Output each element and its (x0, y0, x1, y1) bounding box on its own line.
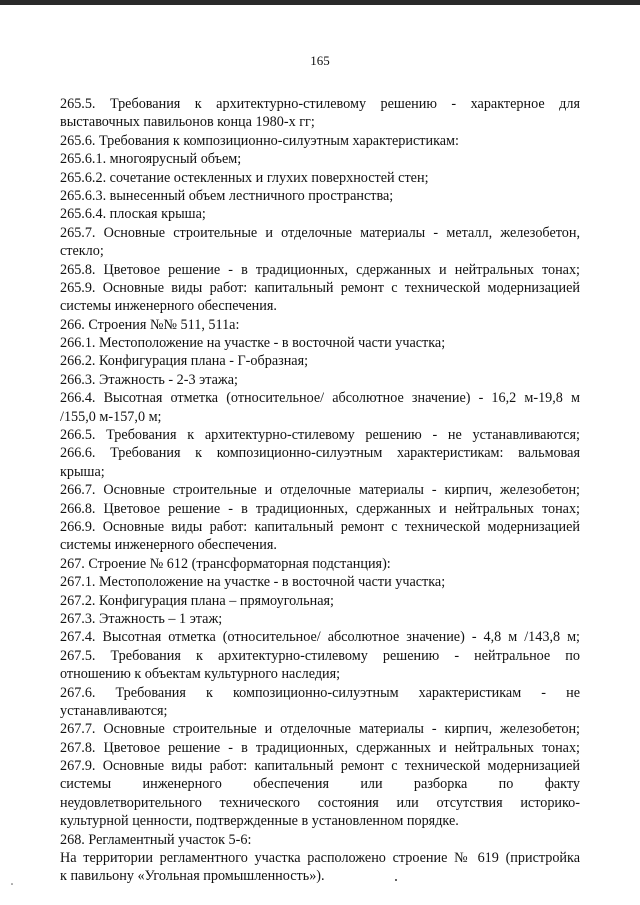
text-line: 266.6. Требования к композиционно-силуэтным характеристикам: вальмовая (60, 445, 580, 462)
text-line: 267. Строение № 612 (трансформаторная подстанция): (60, 555, 391, 572)
text-line: системы инженерного обеспечения. (60, 298, 277, 315)
text-line: 267.8. Цветовое решение - в традиционных, сдержанных и нейтральных тонах; (60, 739, 580, 756)
text-line: неудовлетворительного технического состояния или отсутствия историко- (60, 794, 580, 811)
text-line: 265.8. Цветовое решение - в традиционных, сдержанных и нейтральных тонах; (60, 261, 580, 278)
text-line: 265.6.4. плоская крыша; (60, 206, 206, 223)
text-line: 265.5. Требования к архитектурно-стилевому решению - характерное для (60, 96, 580, 112)
text-line: 265.9. Основные виды работ: капитальный ремонт с технической модернизацией (60, 279, 580, 296)
page-number: 165 (310, 53, 330, 68)
text-line: 267.4. Высотная отметка (относительное/ абсолютное значение) - 4,8 м /143,8 м; (60, 629, 580, 646)
text-line: 267.7. Основные строительные и отделочные материалы - кирпич, железобетон; (60, 721, 580, 738)
text-line: выставочных павильонов конца 1980-х гг; (60, 114, 315, 131)
text-line: /155,0 м-157,0 м; (60, 408, 162, 425)
text-line: 266.4. Высотная отметка (относительное/ абсолютное значение) - 16,2 м-19,8 м (60, 390, 580, 407)
text-line: 265.6.2. сочетание остекленных и глухих поверхностей стен; (60, 169, 429, 186)
text-line: культурной ценности, подтвержденные в установленном порядке. (60, 813, 459, 830)
text-line: 268. Регламентный участок 5-6: (60, 831, 252, 848)
text-line: к павильону «Угольная промышленность»). (60, 868, 325, 885)
text-line: 266.5. Требования к архитектурно-стилевому решению - не устанавливаются; (60, 427, 580, 444)
text-line: 267.9. Основные виды работ: капитальный ремонт с технической модернизацией (60, 758, 580, 775)
scan-speck (11, 883, 13, 885)
text-line: 266.3. Этажность - 2-3 этажа; (60, 371, 238, 388)
text-line: системы инженерного обеспечения. (60, 537, 277, 554)
text-line: 265.7. Основные строительные и отделочные материалы - металл, железобетон, (60, 224, 580, 241)
text-line: устанавливаются; (60, 702, 168, 719)
text-line: 266.8. Цветовое решение - в традиционных, сдержанных и нейтральных тонах; (60, 500, 580, 517)
text-line: 266.2. Конфигурация плана - Г-образная; (60, 353, 309, 370)
text-line: системы инженерного обеспечения или разборка по факту (60, 776, 580, 793)
text-line: 265.6. Требования к композиционно-силуэтным характеристикам: (60, 132, 459, 149)
text-line: 265.6.1. многоярусный объем; (60, 151, 242, 168)
text-line: 266.7. Основные строительные и отделочные материалы - кирпич, железобетон; (60, 482, 580, 499)
text-line: 266.9. Основные виды работ: капитальный ремонт с технической модернизацией (60, 518, 580, 535)
text-line: отношению к объектам культурного наследия; (60, 666, 341, 683)
text-line: 266. Строения №№ 511, 511а: (60, 316, 240, 333)
text-line: 265.6.3. вынесенный объем лестничного пространства; (60, 187, 394, 204)
text-line: 266.1. Местоположение на участке - в восточной части участка; (60, 335, 446, 352)
scan-speck (395, 879, 397, 881)
text-line: крыша; (60, 463, 105, 480)
text-line: 267.2. Конфигурация плана – прямоугольная; (60, 592, 334, 609)
text-line: стекло; (60, 243, 104, 260)
text-line: 267.3. Этажность – 1 этаж; (60, 610, 223, 627)
text-line: На территории регламентного участка расположено строение № 619 (пристройка (60, 850, 580, 867)
text-line: 267.1. Местоположение на участке - в восточной части участка; (60, 574, 446, 591)
text-line: 267.6. Требования к композиционно-силуэтным характеристикам - не (60, 684, 580, 701)
text-line: 267.5. Требования к архитектурно-стилевому решению - нейтральное по (60, 647, 580, 664)
